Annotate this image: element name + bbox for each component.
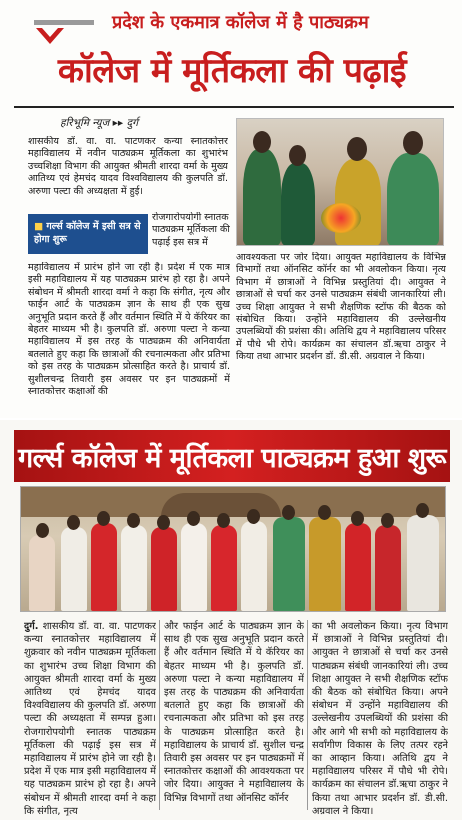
article-column-2: और फाईन आर्ट के पाठ्यक्रम ज्ञान के साथ ही एक सुख अनुभूति प्रदान करते हैं और वर्तमान स्थिति में ये कॅरियर का बेहतर माध्यम भी है। कुलपति डॉ. अरुणा पल्टा ने कन्या महाविद्यालय में इस तरह के पाठ्यक्रम की अनिवार्यता बतलाते हुए कहा कि छात्राओं की रचनात्मकता और प्रतिभा को इस तरह के पाठ्यक्रम प्रोत्साहित करते है। महाविद्यालय के प्राचार्य डॉ. सुशील चन्द्र तिवारी इस अवसर पर इन पाठ्यक्रमों में स्नातकोत्तर कक्षाओं की आवश्यकता पर जोर दिया। आयुक्त ने महाविद्यालय के विभिन्न विभागों तथा ऑनसिट कॉर्नर bbox=[164, 621, 304, 804]
photo-person bbox=[407, 515, 439, 611]
photo-person bbox=[61, 527, 87, 611]
headline-rule bbox=[14, 106, 454, 108]
photo-person bbox=[29, 535, 55, 611]
headline: गर्ल्स कॉलेज में मूर्तिकला पाठ्यक्रम हुआ शुरू bbox=[17, 443, 447, 474]
side-paragraph: रोजगारोपयोगी स्नातक पाठ्यक्रम मूर्तिकला की पढ़ाई इस सत्र में bbox=[152, 212, 230, 248]
dateline-arrow: ▸▸ bbox=[112, 117, 124, 129]
photo-person bbox=[211, 525, 237, 611]
intro-paragraph: शासकीय डॉ. वा. वा. पाटणकर कन्या स्नातकोत्तर महाविद्यालय में नवीन पाठ्यक्रम मूर्तिकला का शुभारंभ उच्चशिक्षा विभाग की आयुक्त श्रीमती शारदा वर्मा के मुख्य आतिथ्य एवं हेमचंद यादव विश्वविद्यालय की कुलपति डॉ. अरुणा पल्टा की अध्यक्षता में हुई। bbox=[28, 136, 228, 197]
photo-person bbox=[151, 527, 177, 611]
kicker-text: प्रदेश के एकमात्र कॉलेज में है पाठ्यक्रम bbox=[112, 12, 369, 33]
headline: कॉलेज में मूर्तिकला की पढ़ाई bbox=[57, 51, 407, 91]
callout-box bbox=[28, 214, 148, 254]
news-clipping-bottom bbox=[0, 420, 462, 820]
column-rule bbox=[159, 620, 160, 810]
photo-person bbox=[241, 521, 267, 611]
photo-person bbox=[181, 523, 207, 611]
photo-person bbox=[309, 517, 341, 611]
dateline-source: हरिभूमि न्यूज bbox=[60, 117, 110, 129]
photo-person bbox=[121, 525, 147, 611]
bullet-icon: ■ bbox=[34, 221, 47, 232]
headline-band bbox=[14, 430, 450, 482]
photo-person bbox=[345, 523, 371, 611]
photo-person bbox=[281, 163, 315, 246]
event-photo bbox=[236, 118, 444, 246]
dateline-city: दुर्ग bbox=[126, 117, 139, 129]
photo-person bbox=[273, 517, 305, 611]
photo-person bbox=[91, 523, 117, 611]
column-text: शासकीय डॉ. वा. वा. पाटणकर कन्या स्नातकोत्तर महाविद्यालय में शुक्रवार को नवीन पाठ्यक्रम मूर्तिकला का शुभारंभ उच्च शिक्षा विभाग की आयुक्त श्रीमती शारदा वर्मा के मुख्य आतिथ्य एवं हेमचंद यादव विश्वविद्यालय की कुलपति डॉ. अरुणा पल्टा की अध्यक्षता में सम्पन्न हुआ। रोजगारोपयोगी स्नातक पाठ्यक्रम मूर्तिकला की पढ़ाई इस सत्र में महाविद्यालय में प्रारंभ होने जा रही है। प्रदेश में एक मात्र इसी महाविद्यालय में यह पाठ्यक्रम प्रारंभ हो रहा है। अपने संबोधन में श्रीमती शारदा वर्मा ने कहा कि संगीत, नृत्य bbox=[24, 621, 156, 816]
flower-bouquet bbox=[321, 203, 361, 233]
photo-person bbox=[375, 525, 401, 611]
chevron-icon bbox=[34, 26, 66, 48]
callout-text: गर्ल्स कॉलेज में इसी सत्र से होगा शुरू bbox=[34, 221, 141, 245]
body-paragraph-left: महाविद्यालय में प्रारंभ होने जा रही है। प्रदेश में एक मात्र इसी महाविद्यालय में यह पाठ्यक्रम प्रारंभ हो रहा है। अपने संबोधन में श्रीमती शारदा वर्मा ने कहा कि संगीत, नृत्य और फाईन आर्ट के पाठ्यक्रम ज्ञान के साथ ही एक सुख अनुभूति प्रदान करते हैं और वर्तमान स्थिति में ये कॅरियर का बेहतर माध्यम भी है। कुलपति डॉ. अरुणा पल्टा ने कन्या महाविद्यालय में इस तरह के पाठ्यक्रम की अनिवार्यता बतलाते हुए कहा कि छात्राओं की रचनात्मकता और प्रतिभा को इस तरह के पाठ्यक्रम प्रोत्साहित करते है। प्राचार्य डॉ. सुशीलचन्द्र तिवारी इस अवसर पर इन पाठ्यक्रमों में स्नातकोत्तर कक्षाओं की bbox=[28, 262, 230, 398]
column-rule bbox=[307, 620, 308, 810]
body-paragraph-right: आवश्यकता पर जोर दिया। आयुक्त महाविद्यालय के विभिन्न विभागों तथा ऑनसिट कॉर्नर का भी अवलोकन किया। नृत्य विभाग में छात्राओं ने विभिन्न प्रस्तुतियां दी। आयुक्त ने छात्राओं से चर्चा कर उनसे पाठ्यक्रम संबंधी जानकारियां ली। उच्च शिक्षा आयुक्त ने सभी शैक्षणिक स्टॉफ की बैठक को संबोधित किया। उन्होंने महाविद्यालय की उल्लेखनीय उपलब्धियों की प्रशंसा की। अतिथि द्वय ने महाविद्यालय परिसर में पौधे भी रोपे। कार्यक्रम का संचालन डॉ.ऋचा ठाकुर ने किया तथा आभार प्रदर्शन डॉ. डी.सी. अग्रवाल ने किया। bbox=[236, 252, 446, 363]
dateline bbox=[60, 116, 220, 132]
article-column-1 bbox=[24, 620, 156, 816]
dateline: दुर्ग. bbox=[24, 621, 39, 632]
group-photo bbox=[20, 486, 446, 612]
photo-person bbox=[387, 153, 439, 246]
article-column-3: का भी अवलोकन किया। नृत्य विभाग में छात्राओं ने विभिन्न प्रस्तुतियां दी। आयुक्त ने छात्राओं से चर्चा कर उनसे पाठ्यक्रम संबंधी जानकारियां ली। उच्च शिक्षा आयुक्त ने सभी शैक्षणिक स्टॉफ की बैठक को संबोधित किया। अपने संबोधन में उन्होंने महाविद्यालय की उल्लेखनीय उपलब्धियों की प्रशंसा की और आगे भी सभी को महाविद्यालय के सर्वांगीण विकास के लिए तत्पर रहने का आव्हान किया। अतिथि द्वय ने महाविद्यालय परिसर में पौधे भी रोपे। कार्यक्रम का संचालन डॉ.ऋचा ठाकुर ने किया तथा आभार प्रदर्शन डॉ. डी.सी. अग्रवाल ने किया। bbox=[312, 621, 448, 816]
kicker-rule bbox=[34, 20, 94, 25]
photo-person bbox=[243, 149, 281, 246]
